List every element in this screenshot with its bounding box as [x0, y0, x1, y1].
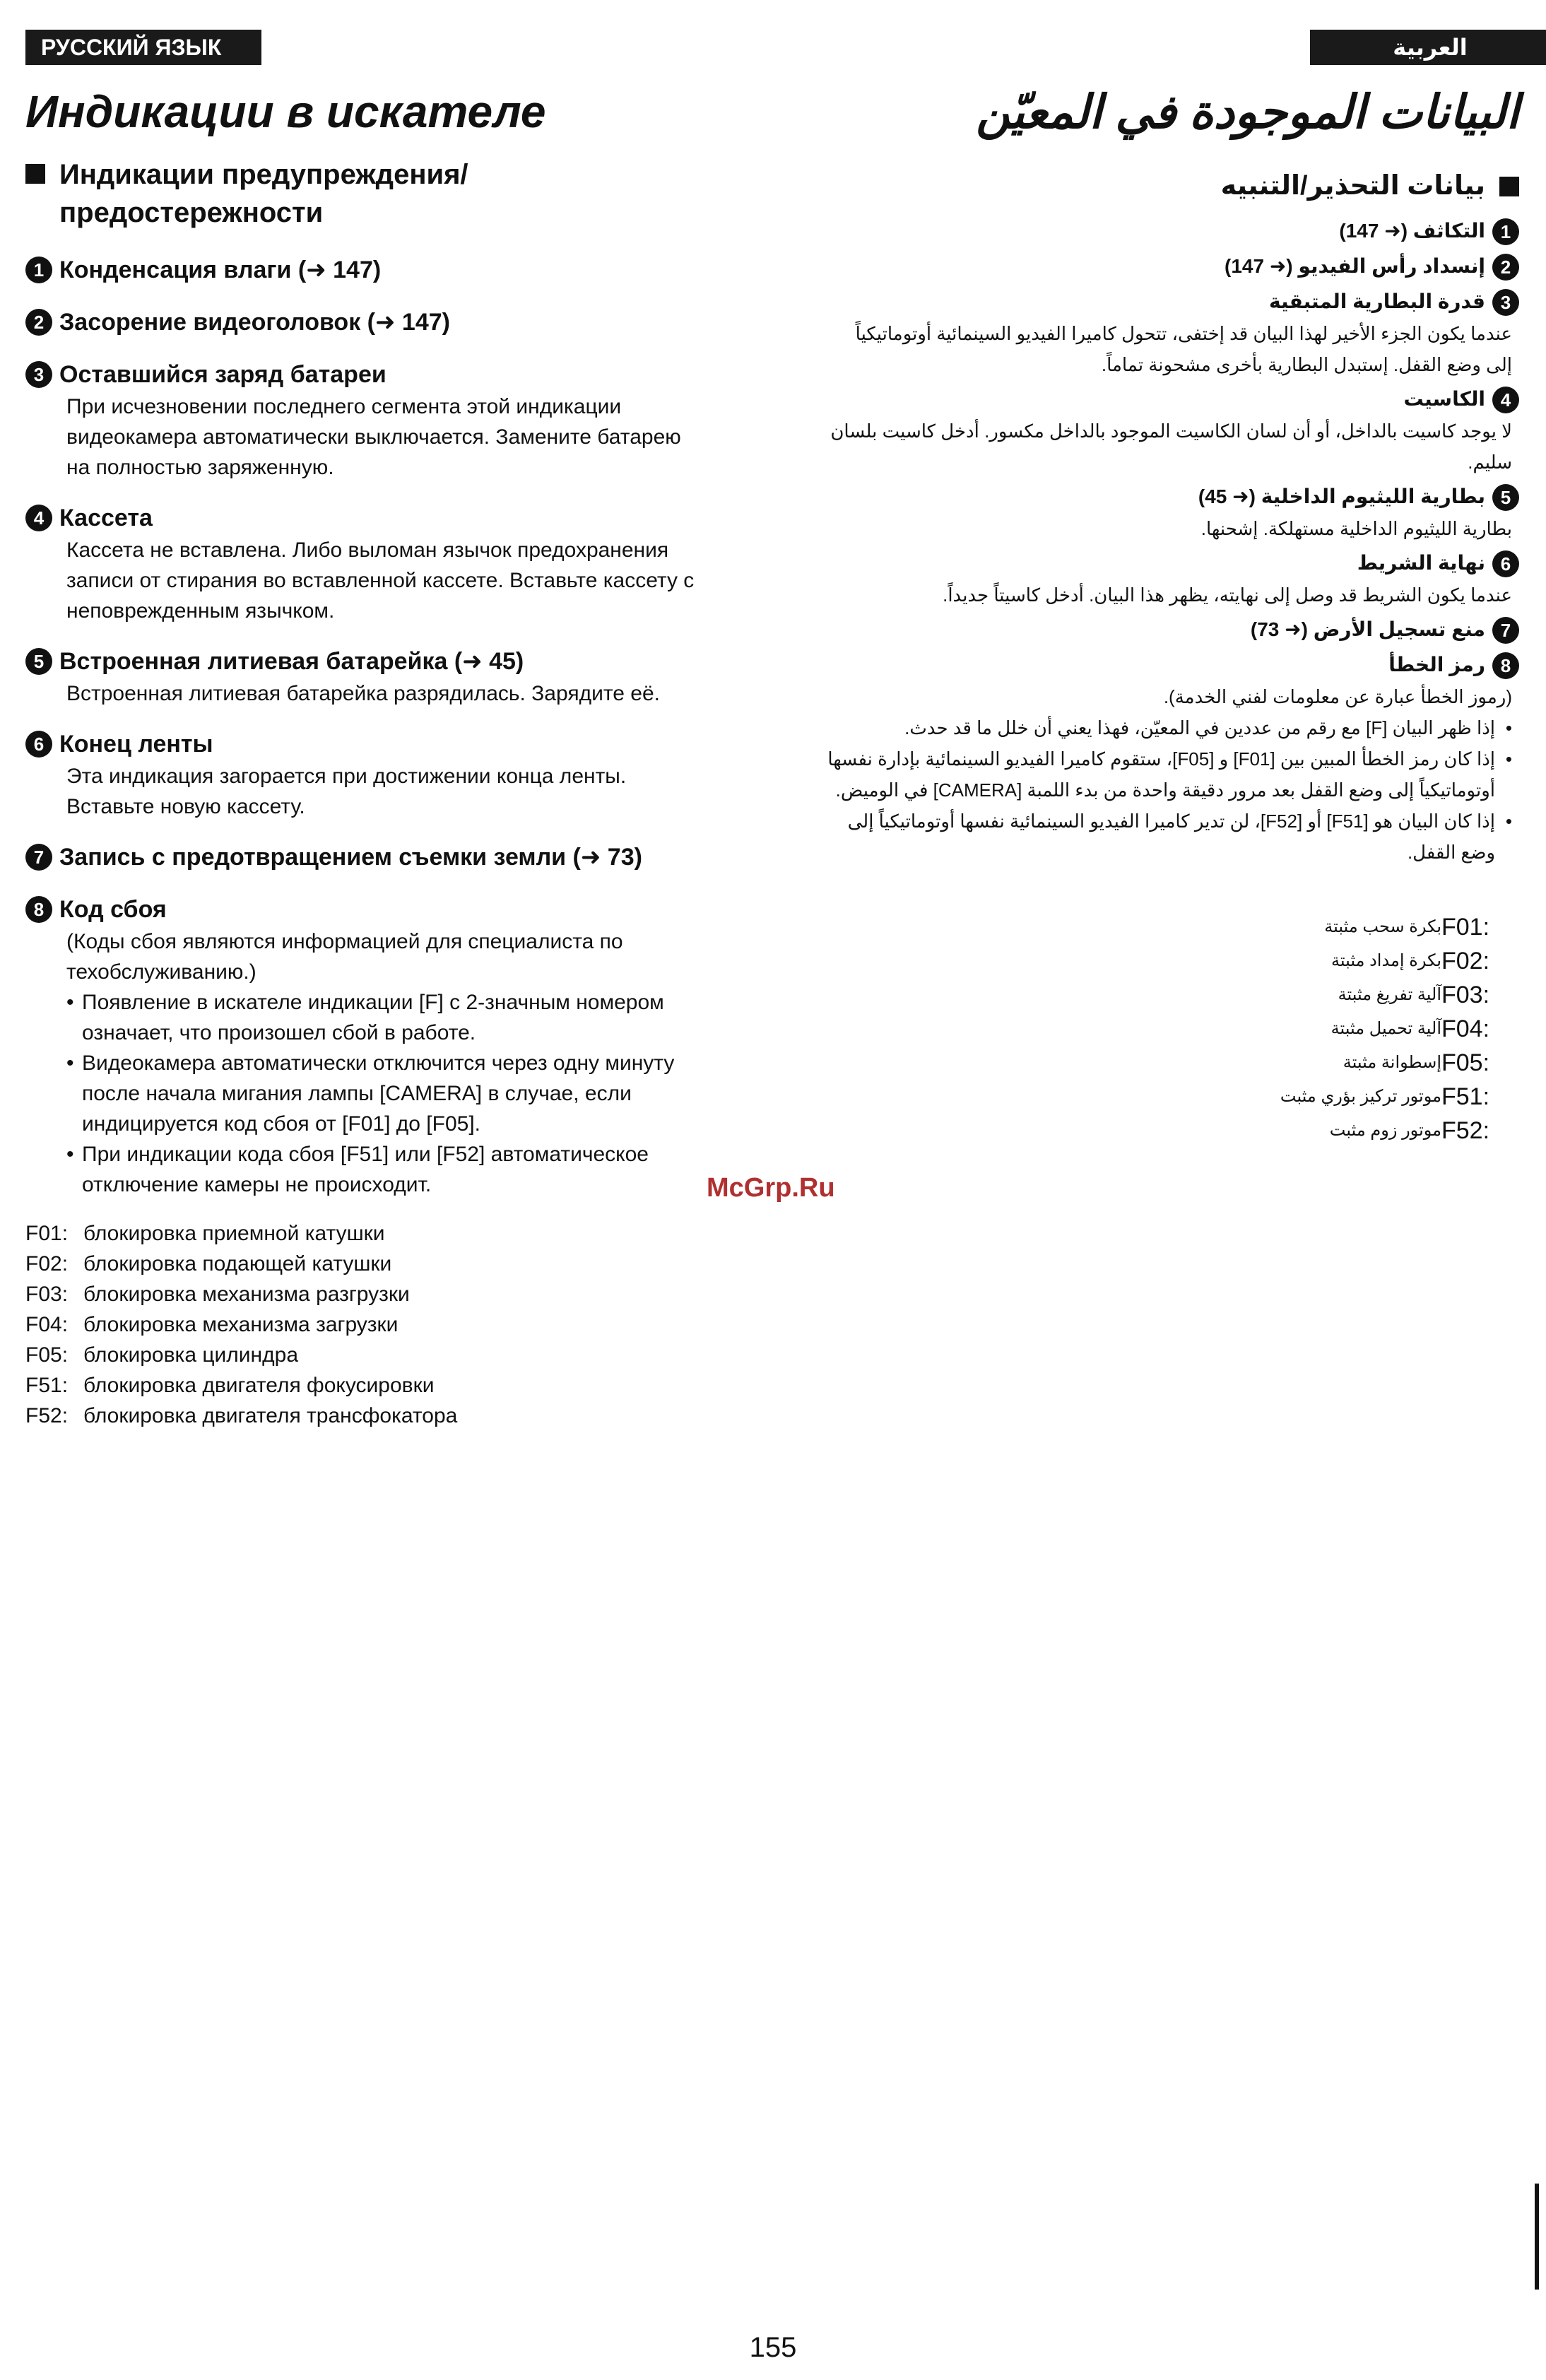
indicator-description: لا يوجد كاسيت بالداخل، أو أن لسان الكاسيت الموجود بالداخل مكسور. أدخل كاسيت بلسان سليم.: [830, 420, 1512, 473]
page-number: 155: [749, 2332, 797, 2363]
number-3-icon: 3: [1492, 289, 1519, 316]
number-7-icon: 7: [25, 844, 52, 871]
section-heading-russian: Индикации предупреждения/ предостережности: [25, 155, 704, 232]
indicator-description: Кассета не вставлена. Либо выломан язычок предохранения записи от стирания во вставленной кассете. Вставьте кассету с неповрежденным язычком.: [66, 538, 695, 623]
number-4-icon: 4: [25, 505, 52, 531]
indicator-item-2: [827, 250, 1519, 283]
number-1-icon: 1: [25, 257, 52, 283]
error-code-row: F52: موتور زوم مثبت: [1329, 1117, 1490, 1144]
number-7-icon: 7: [1492, 617, 1519, 644]
indicator-title: إنسداد رأس الفيديو (➜ 147): [1225, 255, 1485, 277]
page-title-arabic: البيانات الموجودة في المعيّن: [976, 86, 1519, 138]
indicator-item-6: [827, 547, 1519, 611]
bullet-item: • Появление в искателе индикации [F] с 2-значным номером означает, что произошел сбой в работе.: [66, 987, 704, 1048]
indicator-item-5: [25, 644, 704, 709]
error-code-row: F01: блокировка приемной катушки: [25, 1222, 385, 1245]
indicator-item-5: [827, 481, 1519, 544]
indicator-title: بطارية الليثيوم الداخلية (➜ 45): [1198, 485, 1485, 507]
number-2-icon: 2: [1492, 254, 1519, 281]
russian-column: [25, 83, 704, 1431]
number-5-icon: 5: [1492, 484, 1519, 511]
bullet-item: • إذا كان رمز الخطأ المبين بين [F01] و [F05]، ستقوم كاميرا الفيديو السينمائية بإدارة نفسها أوتوماتيكياً إلى وضع القفل بعد مرور دقيقة واحدة من بدء اللمبة [CAMERA] في الوميض.: [827, 743, 1512, 806]
indicator-title: Код сбоя: [59, 896, 167, 923]
error-code-row: F01: بكرة سحب مثبتة: [1324, 914, 1490, 941]
indicator-item-7: [25, 840, 704, 874]
error-code-row: F03: блокировка механизма разгрузки: [25, 1283, 410, 1306]
error-code-list-russian: [25, 1218, 704, 1431]
error-code-list-arabic: [827, 910, 1519, 1148]
indicator-item-1: [25, 253, 704, 287]
indicator-title: منع تسجيل الأرض (➜ 73): [1250, 618, 1485, 640]
indicator-description: (رموز الخطأ عبارة عن معلومات لفني الخدمة). • إذا ظهر البيان [F] مع رقم من عددين في المعيّن، فهذا يعني أن خلل ما قد حدث. • إذا كان رمز الخطأ المبين بين [F01] و [F05]، ستقوم كاميرا الفيديو السينمائية بإدارة نفسها أوتوماتيكياً إلى وضع القفل بعد مرور دقيقة واحدة من بدء اللمبة [CAMERA] في الوميض. • إذا كان البيان هو [F51] أو [F52]، لن تدير كاميرا الفيديو السينمائية نفسها أوتوماتيكياً إلى وضع القفل.: [827, 681, 1519, 868]
indicator-description: عندما يكون الجزء الأخير لهذا البيان قد إختفى، تتحول كاميرا الفيديو السينمائية أوتوماتيكياً إلى وضع القفل. إستبدل البطارية بأخرى مشحونة تماماً.: [855, 323, 1512, 375]
indicator-item-8: [25, 892, 704, 1200]
indicator-item-1: [827, 215, 1519, 247]
arabic-column: [827, 83, 1519, 1148]
error-code-row: F04: آلية تحميل مثبتة: [1330, 1015, 1490, 1042]
indicator-title: نهاية الشريط: [1357, 552, 1485, 574]
indicator-item-2: [25, 305, 704, 339]
indicator-description: Встроенная литиевая батарейка разрядилась. Зарядите её.: [66, 682, 660, 705]
bullet-item: • إذا كان البيان هو [F51] أو [F52]، لن تدير كاميرا الفيديو السينمائية نفسها أوتوماتيكياً إلى وضع القفل.: [827, 806, 1512, 868]
indicator-item-3: [25, 358, 704, 483]
page-title-russian: Индикации в искателе: [25, 86, 546, 137]
error-code-row: F05: блокировка цилиндра: [25, 1343, 298, 1367]
watermark: McGrp.Ru: [707, 1173, 835, 1203]
error-code-row: F02: блокировка подающей катушки: [25, 1252, 392, 1276]
square-bullet-icon: [1499, 177, 1519, 196]
language-tag-russian: РУССКИЙ ЯЗЫК: [25, 30, 261, 65]
indicator-title: Конденсация влаги (➜ 147): [59, 257, 382, 283]
error-code-row: F05: إسطوانة مثبتة: [1343, 1049, 1490, 1076]
error-code-row: F04: блокировка механизма загрузки: [25, 1313, 399, 1336]
indicator-title: رمز الخطأ: [1388, 654, 1485, 676]
indicator-item-6: [25, 727, 704, 822]
number-3-icon: 3: [25, 361, 52, 388]
indicator-item-4: [827, 383, 1519, 478]
indicator-title: Конец ленты: [59, 731, 213, 758]
indicator-title: Запись с предотвращением съемки земли (➜ 73): [59, 844, 642, 871]
error-code-row: F51: блокировка двигателя фокусировки: [25, 1374, 435, 1397]
indicator-title: Кассета: [59, 505, 153, 531]
number-6-icon: 6: [1492, 550, 1519, 577]
page-edge-marker: [1535, 2184, 1539, 2290]
bullet-item: • إذا ظهر البيان [F] مع رقم من عددين في المعيّن، فهذا يعني أن خلل ما قد حدث.: [827, 712, 1512, 743]
indicator-item-8: [827, 649, 1519, 868]
indicator-title: الكاسيت: [1403, 388, 1485, 410]
number-6-icon: 6: [25, 731, 52, 758]
indicator-description: (Коды сбоя являются информацией для специалиста по техобслуживанию.) • Появление в искателе индикации [F] с 2-значным номером означает, что произошел сбой в работе. • Видеокамера автоматически отключится через одну минуту после начала мигания лампы [CAMERA] в случае, если индицируется код сбоя от [F01] до [F05]. • При индикации кода сбоя [F51] или [F52] автоматическое отключение камеры не происходит.: [25, 926, 704, 1200]
indicator-title: Встроенная литиевая батарейка (➜ 45): [59, 648, 524, 675]
indicator-description: بطارية الليثيوم الداخلية مستهلكة. إشحنها.: [1200, 518, 1512, 539]
bullet-item: • Видеокамера автоматически отключится через одну минуту после начала мигания лампы [CAMERA] в случае, если индицируется код сбоя от [F01] до [F05].: [66, 1048, 704, 1139]
language-tag-arabic: العربية: [1310, 30, 1546, 65]
number-4-icon: 4: [1492, 387, 1519, 413]
section-heading-arabic: بيانات التحذير/التنبيه: [827, 168, 1519, 204]
number-2-icon: 2: [25, 309, 52, 336]
number-8-icon: 8: [1492, 652, 1519, 679]
bullet-item: • При индикации кода сбоя [F51] или [F52] автоматическое отключение камеры не происходит.: [66, 1139, 704, 1200]
indicator-item-3: [827, 285, 1519, 380]
error-code-row: F51: موتور تركيز بؤري مثبت: [1280, 1083, 1490, 1110]
indicator-item-4: [25, 501, 704, 626]
indicator-description: Эта индикация загорается при достижении конца ленты. Вставьте новую кассету.: [66, 765, 627, 818]
square-bullet-icon: [25, 164, 45, 184]
indicator-description: عندما يكون الشريط قد وصل إلى نهايته، يظهر هذا البيان. أدخل كاسيتاً جديداً.: [943, 584, 1512, 606]
indicator-item-7: [827, 613, 1519, 646]
number-5-icon: 5: [25, 648, 52, 675]
indicator-title: Оставшийся заряд батареи: [59, 361, 386, 388]
number-1-icon: 1: [1492, 218, 1519, 245]
error-code-row: F02: بكرة إمداد مثبتة: [1330, 948, 1490, 974]
indicator-title: التكاثف (➜ 147): [1339, 220, 1485, 242]
indicator-title: قدرة البطارية المتبقية: [1269, 290, 1485, 312]
indicator-description: При исчезновении последнего сегмента этой индикации видеокамера автоматически выключается. Замените батарею на полностью заряженную.: [66, 395, 681, 479]
error-code-row: F03: آلية تفريغ مثبتة: [1338, 982, 1490, 1008]
indicator-title: Засорение видеоголовок (➜ 147): [59, 309, 450, 336]
error-code-row: F52: блокировка двигателя трансфокатора: [25, 1404, 458, 1427]
number-8-icon: 8: [25, 896, 52, 923]
